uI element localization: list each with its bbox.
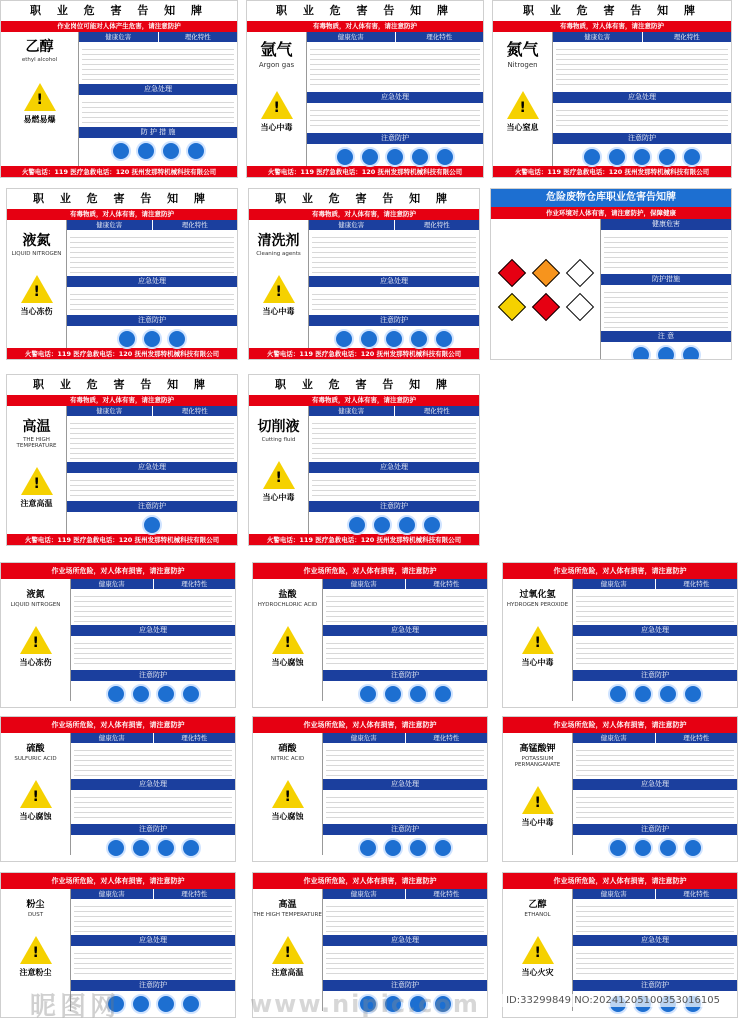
hazard-caption: 当心火灾 [521, 968, 554, 978]
physchem-header: 理化特性 [153, 889, 236, 899]
hazwaste-health-header: 健康危害 [601, 219, 731, 230]
gloves-icon [142, 329, 162, 349]
ppe-icons [71, 835, 235, 861]
physchem-header: 理化特性 [642, 32, 732, 42]
sign-title: 职 业 危 害 告 知 牌 [30, 4, 208, 17]
sign-footer: 火警电话：119 医疗急救电话：120 抚州发那特机械科技有限公司 [1, 166, 237, 178]
hazard-warning-icon [20, 626, 52, 654]
mask-icon [633, 838, 653, 858]
sign-warning: 作业场所危险，对人体有损害，请注意防护 [253, 563, 487, 579]
substance-en: POTASSIUM PERMANGANATE [514, 756, 561, 769]
clothing-icon [433, 684, 453, 704]
substance-en: SULFURIC ACID [14, 756, 57, 763]
hazwaste-hazard-text [604, 233, 728, 271]
ppe-icons [79, 138, 237, 164]
goggles-icon [111, 141, 131, 161]
emergency-header: 应急处理 [71, 779, 235, 790]
clothing-icon [186, 141, 206, 161]
mask-icon [131, 684, 151, 704]
gloves-icon [632, 147, 652, 167]
emergency-text [74, 639, 232, 667]
substance-name: 高温 [278, 900, 297, 910]
physchem-header: 理化特性 [152, 220, 238, 230]
sign-warning: 有毒物质，对人体有害，请注意防护 [249, 209, 479, 220]
substance-name: 过氧化氢 [519, 590, 556, 600]
sign-warning: 作业场所危险，对人体有损害，请注意防护 [253, 717, 487, 733]
sign-title: 职 业 危 害 告 知 牌 [275, 192, 453, 205]
substance-en: THE HIGH TEMPERATURE [253, 912, 322, 919]
substance-en: Cutting fluid [261, 436, 296, 443]
physchem-header: 理化特性 [394, 220, 480, 230]
sign-title: 职 业 危 害 告 知 牌 [276, 4, 454, 17]
substance-name: 液氮 [26, 590, 45, 600]
substance-en: Nitrogen [507, 60, 538, 69]
emergency-header: 应急处理 [71, 625, 235, 636]
emergency-text [576, 639, 734, 667]
boots-icon [435, 147, 455, 167]
sign-warning: 作业岗位可能对人体产生危害，请注意防护 [1, 21, 237, 32]
emergency-header: 应急处理 [67, 276, 237, 287]
health-hazard-header: 健康危害 [573, 579, 655, 589]
hazard-warning-icon [20, 780, 52, 808]
emergency-header: 应急处理 [307, 92, 483, 103]
clothing-icon [409, 329, 429, 349]
physchem-header: 理化特性 [153, 733, 236, 743]
hazard-caption: 当心中毒 [521, 658, 554, 668]
emergency-text [70, 290, 234, 312]
hazard-warning-icon [272, 626, 304, 654]
hazard-caption: 易燃易爆 [23, 114, 56, 124]
substance-en: HYDROCHLORIC ACID [257, 602, 318, 609]
emergency-header: 应急处理 [71, 935, 235, 946]
sign-title: 职 业 危 害 告 知 牌 [33, 192, 211, 205]
mask-icon [631, 345, 651, 360]
mask-icon [359, 329, 379, 349]
sign-warning: 有毒物质，对人体有害，请注意防护 [7, 209, 237, 220]
physchem-header: 理化特性 [655, 889, 738, 899]
substance-name: 高锰酸钾 [519, 744, 556, 754]
gloves-icon [408, 684, 428, 704]
sign-footer: 火警电话：119 医疗急救电话：120 抚州发那特机械科技有限公司 [493, 166, 731, 178]
hazard-warning-icon [522, 936, 554, 964]
clothing-icon [181, 838, 201, 858]
health-hazard-header: 健康危害 [573, 733, 655, 743]
hazard-text [310, 45, 480, 89]
suffocation-warning-icon [507, 91, 539, 119]
substance-en: Argon gas [258, 60, 295, 69]
goggles-icon [106, 838, 126, 858]
substance-name: 清洗剂 [257, 233, 300, 249]
hazard-caption: 当心腐蚀 [271, 658, 304, 668]
sign-warning: 有毒物质，对人体有害，请注意防护 [249, 395, 479, 406]
clothing-icon [422, 515, 442, 535]
gloves-icon [156, 838, 176, 858]
protection-header: 注意防护 [67, 501, 237, 512]
goggles-icon [106, 684, 126, 704]
hazard-caption: 当心窒息 [506, 122, 539, 132]
sign-footer: 火警电话：119 医疗急救电话：120 抚州发那特机械科技有限公司 [249, 534, 479, 546]
emergency-text [74, 949, 232, 977]
substance-name: 氩气 [260, 40, 293, 59]
poison-warning-icon [263, 275, 295, 303]
small-sign [0, 562, 236, 708]
gloves-icon [656, 345, 676, 360]
protection-header: 注意防护 [309, 315, 479, 326]
watermark [0, 980, 738, 1024]
toxic-diamond-icon [565, 259, 593, 287]
ppe-icons [573, 681, 737, 707]
boots-icon [434, 329, 454, 349]
clothing-icon [410, 147, 430, 167]
protection-header: 防 护 措 施 [79, 127, 237, 138]
sign-title: 职 业 危 害 告 知 牌 [523, 4, 701, 17]
gloves-icon [156, 684, 176, 704]
oxidizer-diamond-icon [497, 293, 525, 321]
health-hazard-header: 健康危害 [67, 406, 152, 416]
physchem-header: 理化特性 [395, 32, 484, 42]
emergency-header: 应急处理 [67, 462, 237, 473]
gloves-icon [658, 838, 678, 858]
watermark-id: ID:33299849 NO:20241205100353016105 [502, 994, 724, 1007]
emergency-text [312, 476, 476, 498]
clothing-icon [683, 684, 703, 704]
hazard-text [556, 45, 728, 89]
emergency-text [326, 949, 484, 977]
clothing-icon [181, 684, 201, 704]
gloves-icon [408, 838, 428, 858]
emergency-header: 应急处理 [309, 462, 479, 473]
health-hazard-header: 健康危害 [323, 889, 405, 899]
physchem-header: 理化特性 [655, 579, 738, 589]
mask-icon [136, 141, 156, 161]
poison-warning-icon [263, 461, 295, 489]
sign-warning: 作业场所危险，对人体有损害，请注意防护 [253, 873, 487, 889]
hazard-text [82, 45, 234, 81]
sign-footer: 火警电话：119 医疗急救电话：120 抚州发那特机械科技有限公司 [7, 348, 237, 360]
emergency-text [74, 793, 232, 821]
sign-footer: 火警电话：119 医疗急救电话：120 抚州发那特机械科技有限公司 [249, 348, 479, 360]
small-sign [502, 716, 738, 862]
frostbite-warning-icon [21, 275, 53, 303]
substance-name: 氮气 [506, 40, 539, 59]
gloves-icon [397, 515, 417, 535]
hazard-warning-icon [20, 936, 52, 964]
emergency-text [310, 106, 480, 130]
substance-name: 液氮 [22, 233, 51, 249]
hazard-caption: 当心中毒 [262, 492, 295, 502]
protection-header: 注意防护 [323, 980, 487, 991]
sign-warning: 作业场所危险，对人体有损害，请注意防护 [1, 873, 235, 889]
health-hazard-header: 健康危害 [323, 579, 405, 589]
face-shield-icon [167, 329, 187, 349]
physchem-header: 理化特性 [405, 579, 488, 589]
sign-nitrogen [492, 0, 732, 178]
protection-header: 注意防护 [71, 670, 235, 681]
hazard-text [74, 902, 232, 932]
emergency-header: 应急处理 [309, 276, 479, 287]
emergency-header: 应急处理 [323, 779, 487, 790]
substance-name: 高温 [22, 419, 51, 435]
substance-name: 乙醇 [25, 39, 54, 55]
physchem-header: 理化特性 [394, 406, 480, 416]
hazard-caption: 当心中毒 [521, 818, 554, 828]
flammable-warning-icon [24, 83, 56, 111]
protection-header: 注意防护 [323, 670, 487, 681]
sign-warning: 有毒物质，对人体有害，请注意防护 [7, 395, 237, 406]
hazard-caption: 注意高温 [271, 968, 304, 978]
hazard-text [74, 592, 232, 622]
sign-warning: 有毒物质，对人体有害，请注意防护 [493, 21, 731, 32]
health-hazard-header: 健康危害 [67, 220, 152, 230]
small-sign [0, 716, 236, 862]
hazard-caption: 注意高温 [20, 498, 53, 508]
gloves-icon [385, 147, 405, 167]
ppe-icons [71, 681, 235, 707]
flammable-solid-diamond-icon [531, 293, 559, 321]
hazwaste-sign [490, 188, 732, 360]
emergency-header: 应急处理 [573, 625, 737, 636]
emergency-header: 应急处理 [79, 84, 237, 95]
hazwaste-warning: 作业环境对人体有害，请注意防护，保障健康 [491, 207, 731, 219]
mask-icon [360, 147, 380, 167]
sign-warning: 作业场所危险，对人体有损害，请注意防护 [1, 717, 235, 733]
hazard-warning-icon [522, 786, 554, 814]
goggles-icon [608, 684, 628, 704]
emergency-header: 应急处理 [573, 935, 737, 946]
hazard-text [74, 746, 232, 776]
emergency-header: 应急处理 [573, 779, 737, 790]
health-hazard-header: 健康危害 [309, 220, 394, 230]
substance-en: THE HIGH TEMPERATURE [16, 436, 57, 449]
high-temperature-warning-icon [21, 467, 53, 495]
sign-footer: 火警电话：119 医疗急救电话：120 抚州发那特机械科技有限公司 [247, 166, 483, 178]
health-hazard-header: 健康危害 [309, 406, 394, 416]
protection-header: 注意防护 [553, 133, 731, 144]
mask-icon [633, 684, 653, 704]
mask-icon [383, 838, 403, 858]
physchem-header: 理化特性 [405, 889, 488, 899]
emergency-text [576, 793, 734, 821]
sign-title: 职 业 危 害 告 知 牌 [275, 378, 453, 391]
emergency-text [70, 476, 234, 498]
protection-header: 注意防护 [573, 980, 737, 991]
protection-header: 注意防护 [307, 133, 483, 144]
sign-liquid-nitrogen [6, 188, 238, 360]
health-hazard-header: 健康危害 [71, 889, 153, 899]
clothing-icon [117, 329, 137, 349]
substance-en: DUST [27, 912, 44, 919]
goggles-icon [358, 838, 378, 858]
hazard-caption: 当心腐蚀 [271, 812, 304, 822]
goggles-icon [681, 345, 701, 360]
health-hazard-header: 健康危害 [71, 579, 153, 589]
emergency-header: 应急处理 [323, 935, 487, 946]
mask-icon [372, 515, 392, 535]
physchem-header: 理化特性 [158, 32, 238, 42]
gloves-icon [161, 141, 181, 161]
emergency-text [312, 290, 476, 312]
physchem-header: 理化特性 [405, 733, 488, 743]
hazard-warning-icon [522, 626, 554, 654]
substance-en: LIQUID NITROGEN [11, 250, 62, 257]
hazard-text [576, 746, 734, 776]
hazard-text [312, 419, 476, 459]
health-hazard-header: 健康危害 [573, 889, 655, 899]
health-hazard-header: 健康危害 [323, 733, 405, 743]
corrosive-diamond-icon [565, 293, 593, 321]
goggles-icon [334, 329, 354, 349]
hazard-caption: 当心中毒 [260, 122, 293, 132]
emergency-header: 应急处理 [323, 625, 487, 636]
sign-warning: 有毒物质，对人体有害，请注意防护 [247, 21, 483, 32]
hazard-text [70, 233, 234, 273]
protection-header: 注意防护 [71, 980, 235, 991]
substance-name: 硫酸 [26, 744, 45, 754]
watermark-logo: 昵图网 [30, 992, 121, 1022]
sign-high-temperature [6, 374, 238, 546]
hazard-text [326, 592, 484, 622]
mask-icon [607, 147, 627, 167]
flammable-diamond-icon [497, 259, 525, 287]
hazard-text [576, 592, 734, 622]
emergency-text [326, 793, 484, 821]
hazard-warning-icon [272, 780, 304, 808]
substance-en: HYDROGEN PEROXIDE [506, 602, 569, 609]
mask-icon [383, 684, 403, 704]
hazard-caption: 当心冻伤 [20, 306, 53, 316]
hazwaste-note-header: 注 意 [601, 331, 731, 342]
health-hazard-header: 健康危害 [307, 32, 395, 42]
substance-name: 乙醇 [528, 900, 547, 910]
ppe-icons [573, 835, 737, 861]
physchem-header: 理化特性 [655, 733, 738, 743]
emergency-text [326, 639, 484, 667]
substance-en: ETHANOL [524, 912, 551, 919]
sign-argon [246, 0, 484, 178]
substance-name: 粉尘 [26, 900, 45, 910]
hazard-caption: 当心冻伤 [19, 658, 52, 668]
boots-icon [682, 147, 702, 167]
health-hazard-header: 健康危害 [553, 32, 642, 42]
goggles-icon [335, 147, 355, 167]
hazard-text [326, 746, 484, 776]
hazwaste-title: 危险废物仓库职业危害告知牌 [491, 189, 731, 207]
emergency-text [82, 98, 234, 124]
mask-icon [131, 838, 151, 858]
emergency-header: 应急处理 [553, 92, 731, 103]
substance-name: 切削液 [257, 419, 300, 435]
sign-cleaning-agents [248, 188, 480, 360]
sign-ethanol [0, 0, 238, 178]
emergency-text [576, 949, 734, 977]
hazwaste-ppe-icons [601, 342, 731, 360]
substance-en: NITRIC ACID [270, 756, 305, 763]
substance-en: Cleaning agents [256, 250, 301, 257]
sign-warning: 作业场所危险，对人体有损害，请注意防护 [1, 563, 235, 579]
small-sign [252, 562, 488, 708]
protection-header: 注意防护 [71, 824, 235, 835]
physchem-header: 理化特性 [153, 579, 236, 589]
hazard-caption: 注意粉尘 [19, 968, 52, 978]
sign-footer: 火警电话：119 医疗急救电话：120 抚州发那特机械科技有限公司 [7, 534, 237, 546]
ppe-icons [323, 681, 487, 707]
protection-header: 注意防护 [67, 315, 237, 326]
protection-header: 注意防护 [323, 824, 487, 835]
small-sign [252, 716, 488, 862]
clothing-icon [657, 147, 677, 167]
explosive-diamond-icon [531, 259, 559, 287]
heat-protection-icon [142, 515, 162, 535]
goggles-icon [347, 515, 367, 535]
clothing-icon [683, 838, 703, 858]
goggles-icon [582, 147, 602, 167]
substance-name: 盐酸 [278, 590, 297, 600]
sign-warning: 作业场所危险，对人体有损害，请注意防护 [503, 717, 737, 733]
hazwaste-protection-header: 防护措施 [601, 274, 731, 285]
hazard-caption: 当心腐蚀 [19, 812, 52, 822]
watermark-url: www.nipic.com [250, 990, 480, 1018]
substance-name: 硝酸 [278, 744, 297, 754]
hazard-text [326, 902, 484, 932]
hazard-text [312, 233, 476, 273]
emergency-text [556, 106, 728, 130]
protection-header: 注意防护 [573, 670, 737, 681]
clothing-icon [433, 838, 453, 858]
protection-header: 注意防护 [573, 824, 737, 835]
substance-en: LIQUID NITROGEN [10, 602, 61, 609]
health-hazard-header: 健康危害 [71, 733, 153, 743]
physchem-header: 理化特性 [152, 406, 238, 416]
protection-header: 注意防护 [309, 501, 479, 512]
sign-warning: 作业场所危险，对人体有损害，请注意防护 [503, 873, 737, 889]
small-sign [502, 562, 738, 708]
hazard-text [70, 419, 234, 459]
sign-title: 职 业 危 害 告 知 牌 [33, 378, 211, 391]
hazard-warning-icon [272, 936, 304, 964]
health-hazard-header: 健康危害 [79, 32, 158, 42]
sign-cutting-fluid [248, 374, 480, 546]
goggles-icon [358, 684, 378, 704]
hazard-caption: 当心中毒 [262, 306, 295, 316]
gloves-icon [658, 684, 678, 704]
substance-en: ethyl alcohol [21, 56, 58, 63]
sign-warning: 作业场所危险，对人体有损害，请注意防护 [503, 563, 737, 579]
ppe-icons [323, 835, 487, 861]
goggles-icon [608, 838, 628, 858]
gloves-icon [384, 329, 404, 349]
hazwaste-protection-text [604, 288, 728, 328]
poison-warning-icon [261, 91, 293, 119]
hazard-text [576, 902, 734, 932]
